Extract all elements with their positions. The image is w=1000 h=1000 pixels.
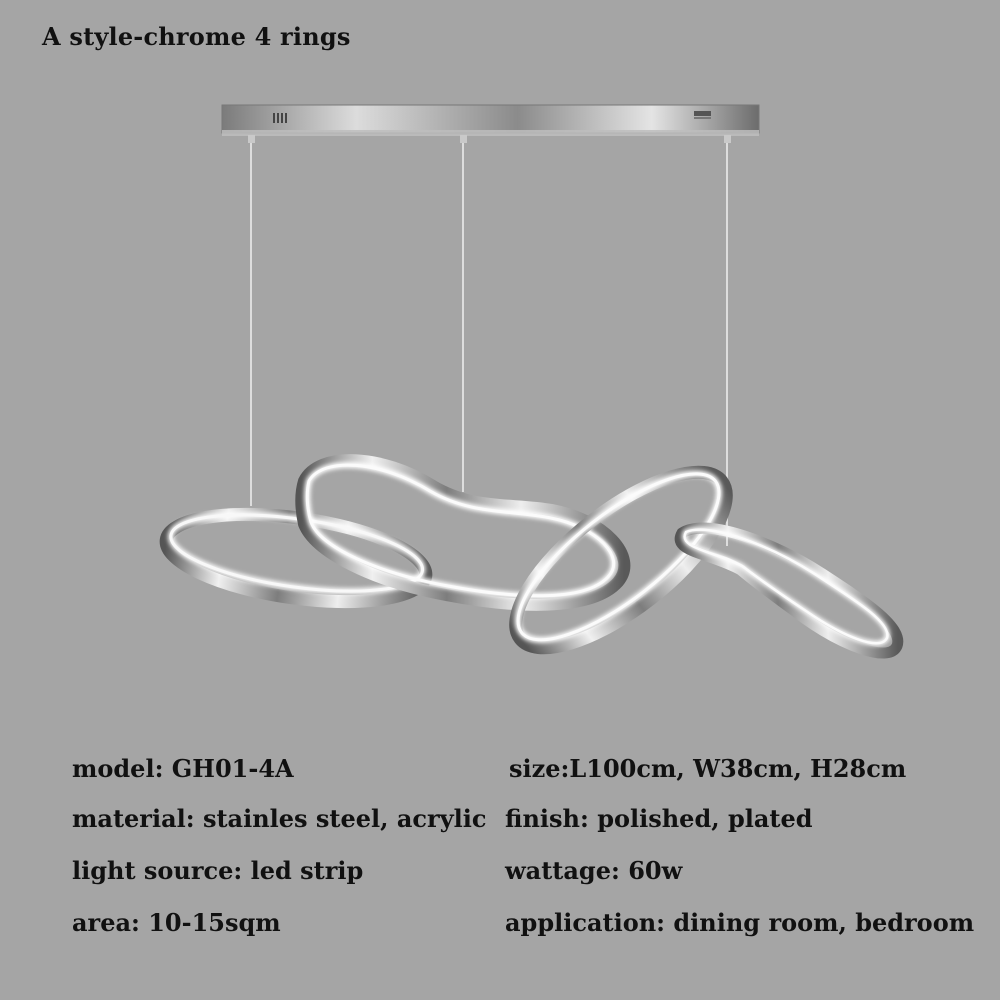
spec-size: size:L100cm, W38cm, H28cm (509, 754, 907, 783)
product-title: A style-chrome 4 rings (42, 22, 351, 51)
spec-wattage: wattage: 60w (505, 856, 683, 885)
spec-finish: finish: polished, plated (505, 804, 813, 833)
spec-light-source: light source: led strip (72, 856, 364, 885)
spec-application: application: dining room, bedroom (505, 908, 975, 937)
spec-model: model: GH01-4A (72, 754, 294, 783)
spec-material: material: stainles steel, acrylic (72, 804, 487, 833)
spec-area: area: 10-15sqm (72, 908, 281, 937)
